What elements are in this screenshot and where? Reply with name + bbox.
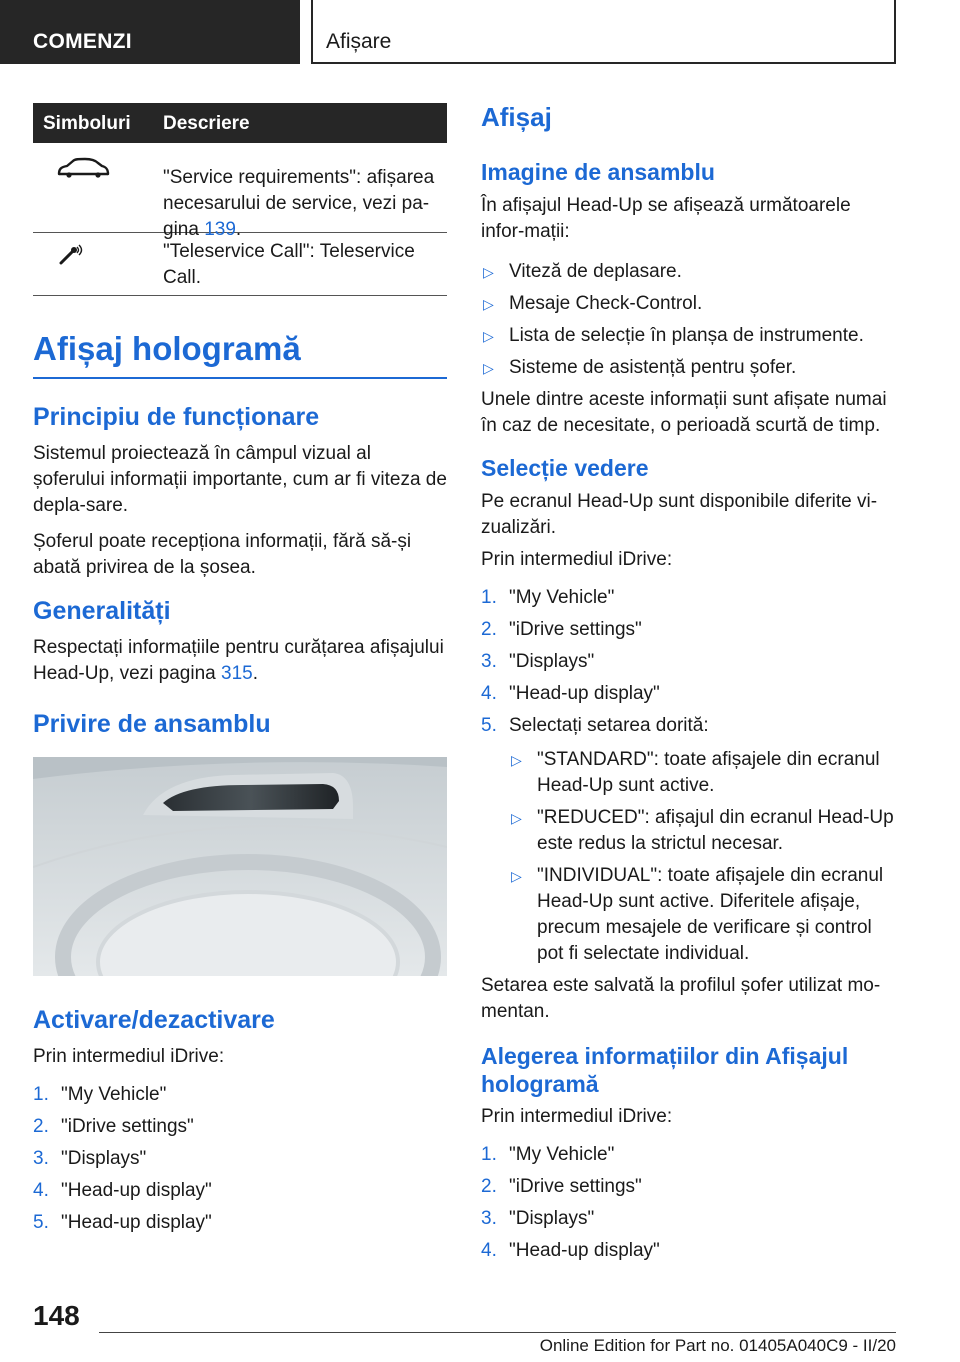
bullet-triangle-icon: ▷ (511, 810, 522, 826)
step-text: "Displays" (509, 1208, 595, 1229)
list-item (481, 681, 896, 707)
paragraph: În afișajul Head-Up se afișează următoarele infor-mații: (481, 195, 851, 242)
view-text (481, 489, 896, 1025)
principle-text (33, 441, 447, 581)
list-item (481, 585, 896, 611)
list-item (481, 1206, 896, 1232)
ordered-list (33, 1082, 447, 1236)
page-title: Afișaj hologramă (33, 330, 301, 367)
step-text: "Displays" (509, 651, 595, 672)
paragraph: Prin intermediul iDrive: (481, 549, 673, 570)
choose-text (481, 1104, 896, 1264)
bullet-text: Mesaje Check-Control. (509, 293, 703, 314)
right-overview-section (481, 158, 896, 186)
chapter-tab: Afișare (311, 0, 896, 64)
list-item (481, 355, 896, 381)
paragraph (33, 635, 447, 687)
bullet-triangle-icon: ▷ (511, 752, 522, 768)
hud-photo (33, 757, 447, 976)
choose-section (481, 1042, 896, 1098)
list-item (481, 713, 896, 739)
section-heading: Activare/dezactivare (33, 1006, 275, 1034)
list-item (481, 259, 896, 285)
subsection-heading: Imagine de ansamblu (481, 159, 715, 185)
row-description (163, 165, 448, 243)
list-item (481, 1174, 896, 1200)
section-tab: COMENZI (0, 0, 300, 64)
bullet-text: "STANDARD": toate afișajele din ecranul Head-Up sunt active. (537, 749, 880, 796)
step-number: 5. (481, 715, 497, 736)
subsection-heading: Selecție vedere (481, 455, 649, 481)
row-description (163, 239, 448, 291)
step-text: "Head-up display" (509, 683, 660, 704)
symbols-table (33, 103, 447, 296)
col-description-header: Descriere (163, 113, 250, 134)
section-heading: Generalități (33, 597, 171, 625)
list-item (33, 1178, 447, 1204)
list-item (33, 1146, 447, 1172)
step-text: "Head-up display" (61, 1180, 212, 1201)
row-text-end: . (235, 219, 242, 240)
bullet-triangle-icon: ▷ (483, 296, 494, 312)
bullet-list (481, 259, 896, 381)
bullet-triangle-icon: ▷ (483, 360, 494, 376)
list-item (33, 1114, 447, 1140)
title-rule (33, 377, 447, 379)
list-item (481, 649, 896, 675)
step-number: 2. (481, 1176, 497, 1197)
section-heading: Principiu de funcționare (33, 403, 320, 431)
step-number: 3. (481, 651, 497, 672)
section-heading: Privire de ansamblu (33, 710, 271, 738)
wrench-call-icon (55, 243, 85, 272)
step-number: 1. (481, 587, 497, 608)
step-number: 2. (481, 619, 497, 640)
table-header (33, 103, 447, 143)
ordered-list (481, 585, 896, 739)
bullet-text: Viteză de deplasare. (509, 261, 682, 282)
principle-section (33, 404, 447, 430)
table-row (33, 143, 447, 240)
text-end: . (252, 663, 258, 684)
list-item (509, 863, 896, 967)
list-item (481, 291, 896, 317)
table-row (33, 233, 447, 296)
text: Respectați informațiile pentru curățarea afișajului Head-Up, vezi pagina (33, 637, 444, 684)
page-link[interactable]: 139 (204, 219, 236, 240)
subsection-heading: Alegerea informațiilor din Afișajul hologramă (481, 1043, 849, 1097)
step-text: "Head-up display" (61, 1212, 212, 1233)
list-item (481, 323, 896, 349)
step-number: 2. (33, 1116, 49, 1137)
step-number: 1. (481, 1144, 497, 1165)
row-text: "Service requirements": afișarea necesarului de service, vezi pa-gina (163, 167, 435, 240)
step-number: 3. (33, 1148, 49, 1169)
step-number: 3. (481, 1208, 497, 1229)
car-outline-icon (55, 155, 111, 186)
step-text: "iDrive settings" (509, 619, 642, 640)
paragraph: Prin intermediul iDrive: (481, 1106, 673, 1127)
overview-section (33, 711, 447, 737)
step-number: 4. (481, 683, 497, 704)
list-item (509, 747, 896, 799)
page-link[interactable]: 315 (221, 663, 253, 684)
bullet-text: "REDUCED": afișajul din ecranul Head-Up este redus la strictul necesar. (537, 807, 894, 854)
step-text: "My Vehicle" (61, 1084, 167, 1105)
step-text: "My Vehicle" (509, 1144, 615, 1165)
step-text: Selectați setarea dorită: (509, 715, 709, 736)
sub-bullet-list (481, 747, 896, 967)
edition-text: Online Edition for Part no. 01405A040C9 - II/20 (539, 1336, 896, 1355)
bullet-text: Lista de selecție în planșa de instrumente. (509, 325, 864, 346)
step-text: "Displays" (61, 1148, 147, 1169)
paragraph: Șoferul poate recepționa informații, fără să-și abată privirea de la șosea. (33, 531, 412, 578)
step-text: "iDrive settings" (61, 1116, 194, 1137)
paragraph: Sistemul proiectează în câmpul vizual al șoferului informații importante, cum ar fi viteza de depla-sare. (33, 443, 447, 516)
page-number: 148 (33, 1300, 80, 1331)
paragraph: Prin intermediul iDrive: (33, 1046, 225, 1067)
bullet-triangle-icon: ▷ (511, 868, 522, 884)
step-text: "iDrive settings" (509, 1176, 642, 1197)
bullet-text: "INDIVIDUAL": toate afișajele din ecranul Head-Up sunt active. Diferitele afișaje, precum mesajele de verificare și control pot fi selectate individual. (537, 865, 884, 964)
display-title (481, 104, 896, 130)
list-item (33, 1210, 447, 1236)
bullet-text: Sisteme de asistență pentru șofer. (509, 357, 797, 378)
list-item (509, 805, 896, 857)
view-section (481, 454, 896, 482)
activation-steps (33, 1044, 447, 1236)
hologram-title (33, 330, 447, 367)
paragraph: Unele dintre aceste informații sunt afișate numai în caz de necesitate, o perioadă scurtă de timp. (481, 389, 887, 436)
bullet-triangle-icon: ▷ (483, 328, 494, 344)
general-text (33, 635, 447, 687)
bullet-triangle-icon: ▷ (483, 264, 494, 280)
step-number: 5. (33, 1212, 49, 1233)
col-symbols-header: Simboluri (43, 113, 131, 134)
paragraph: Pe ecranul Head-Up sunt disponibile diferite vi-zualizări. (481, 491, 878, 538)
list-item (481, 1142, 896, 1168)
ordered-list (481, 1142, 896, 1264)
paragraph: Setarea este salvată la profilul șofer utilizat mo-mentan. (481, 975, 881, 1022)
footer-rule (99, 1332, 896, 1333)
list-item (33, 1082, 447, 1108)
step-text: "My Vehicle" (509, 587, 615, 608)
step-number: 4. (33, 1180, 49, 1201)
step-number: 1. (33, 1084, 49, 1105)
activation-section (33, 1007, 447, 1033)
step-number: 4. (481, 1240, 497, 1261)
right-overview-text (481, 193, 896, 439)
row-text: "Teleservice Call": Teleservice Call. (163, 241, 415, 288)
list-item (481, 1238, 896, 1264)
step-text: "Head-up display" (509, 1240, 660, 1261)
section-title: Afișaj (481, 102, 552, 132)
general-section (33, 598, 447, 624)
list-item (481, 617, 896, 643)
